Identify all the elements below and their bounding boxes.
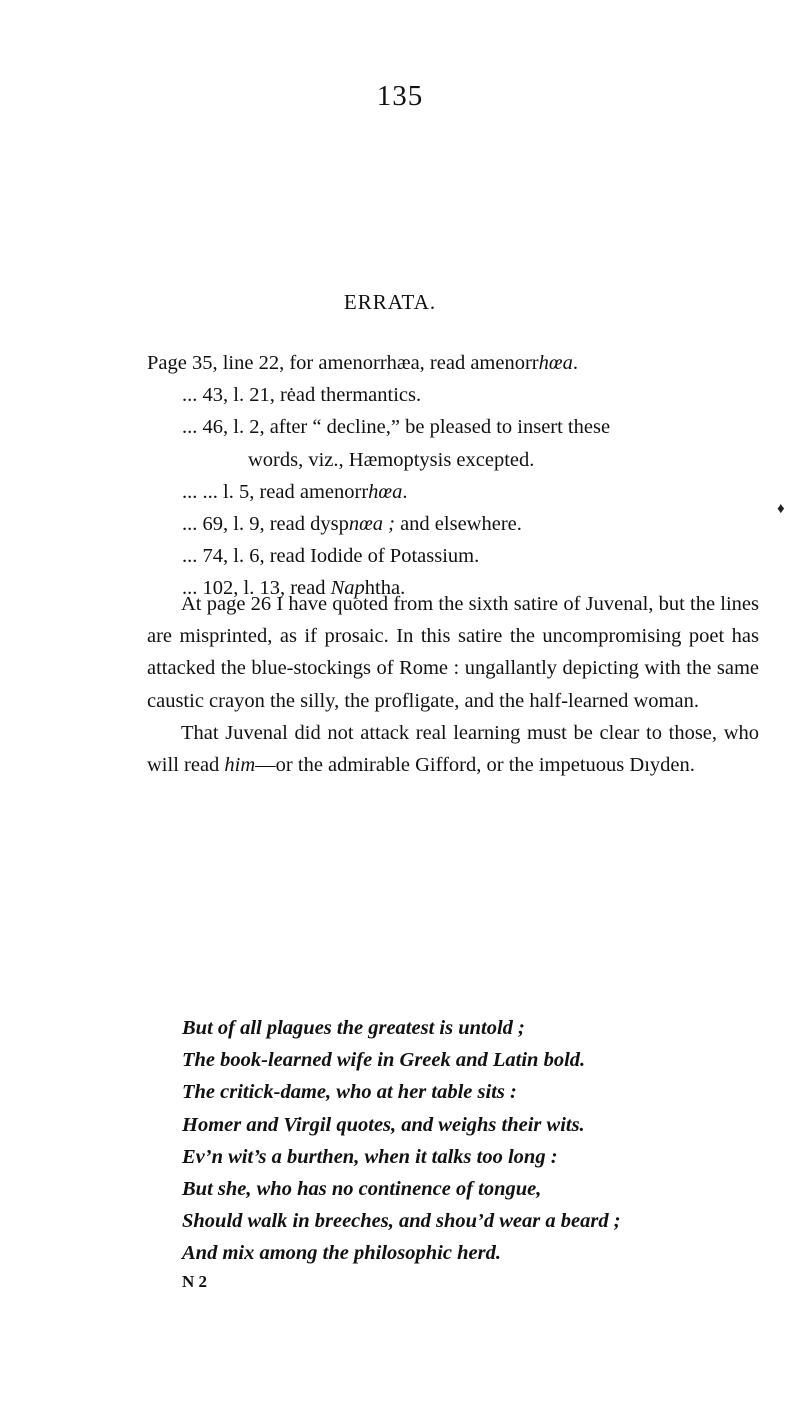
errata-heading: ERRATA. [343, 290, 437, 314]
verse-line: The book-learned wife in Greek and Latin bold. [182, 1049, 586, 1072]
errata-line: ... 74, l. 6, read Iodide of Potassium. [182, 545, 480, 568]
verse-line: The critick-dame, who at her table sits : [182, 1081, 517, 1104]
margin-mark-icon: ♦ [777, 501, 785, 517]
prose-paragraph: At page 26 I have quoted from the sixth satire of Juvenal, but the lines are misprinted, as if prosaic. In this satire the uncompromising poet has attacked the blue-stockings of Rome : ungallantly depicting with the same caustic crayon the silly, the profligate, and the half-learned woman. [147, 593, 759, 712]
errata-line: Page 35, line 22, for amenorrhæa, read amenorrhœa. [147, 352, 578, 374]
errata-list [147, 347, 747, 605]
verse-line: Homer and Virgil quotes, and weighs their wits. [182, 1113, 585, 1136]
errata-line: words, viz., Hæmoptysis excepted. [248, 448, 535, 471]
verse-quotation [182, 1012, 742, 1270]
page-number: 135 [376, 80, 424, 112]
verse-line: Ev’n wit’s a burthen, when it talks too long : [182, 1145, 558, 1168]
errata-line: ... 46, l. 2, after “ decline,” be pleased to insert these [182, 416, 611, 439]
prose-body [147, 588, 759, 781]
verse-line: And mix among the philosophic herd. [182, 1242, 501, 1265]
verse-line: But she, who has no continence of tongue, [182, 1178, 542, 1201]
errata-line: ... ... l. 5, read amenorrhœa. [182, 480, 408, 503]
errata-line: ... 69, l. 9, read dyspnœa ; and elsewhere. [182, 513, 522, 536]
errata-line: ... 102, l. 13, read Naphtha. [182, 577, 406, 600]
errata-line: ... 43, l. 21, rėad thermantics. [182, 384, 422, 407]
signature-mark: N 2 [182, 1272, 208, 1291]
verse-line: But of all plagues the greatest is untold ; [182, 1017, 525, 1039]
verse-line: Should walk in breeches, and shou’d wear a beard ; [182, 1210, 621, 1233]
prose-paragraph: That Juvenal did not attack real learning must be clear to those, who will read him—or the admirable Gifford, or the impetuous Dıyden. [147, 721, 759, 777]
